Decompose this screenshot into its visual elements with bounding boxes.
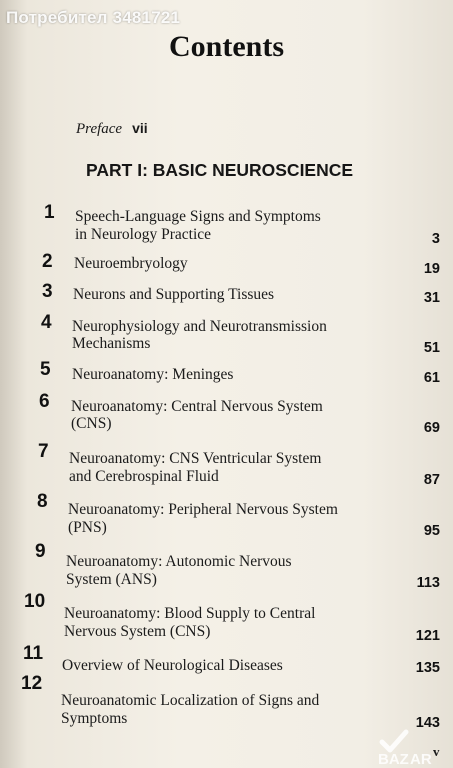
chapter-page: 19: [423, 261, 440, 277]
chapter-page: 143: [415, 715, 440, 731]
chapter-title-line1: Neuroanatomy: Peripheral Nervous System: [68, 501, 338, 518]
chapter-number: 6: [39, 391, 50, 412]
watermark-username: Потребител 3481721: [6, 8, 181, 27]
chapter-page: 69: [423, 420, 440, 436]
chapter-title-line1: Overview of Neurological Diseases: [62, 657, 283, 674]
part-heading: PART I: BASIC NEUROSCIENCE: [86, 160, 354, 180]
bazar-logo: [372, 720, 452, 768]
chapter-title-line2: Nervous System (CNS): [64, 623, 211, 640]
chapter-number: 9: [35, 541, 46, 562]
chapter-title-line1: Neurophysiology and Neurotransmission: [72, 318, 327, 335]
chapter-number: 2: [42, 251, 53, 272]
chapter-title-line1: Neuroanatomic Localization of Signs and: [61, 692, 320, 709]
chapter-page: 3: [431, 231, 440, 247]
chapter-title-line1: Neurons and Supporting Tissues: [73, 286, 275, 303]
chapter-number: 12: [21, 673, 43, 694]
chapter-title-line1: Neuroanatomy: Central Nervous System: [71, 398, 323, 415]
chapter-number: 11: [23, 643, 44, 664]
svg-text:AR: AR: [410, 751, 432, 768]
chapter-title-line2: (CNS): [71, 415, 112, 432]
preface-page: vii: [132, 120, 148, 136]
chapter-number: 4: [41, 312, 52, 333]
chapter-title-line1: Speech-Language Signs and Symptoms: [75, 208, 321, 225]
page-title: Contents: [168, 30, 284, 63]
chapter-title-line1: Neuroanatomy: Meninges: [72, 366, 234, 383]
chapter-title-line1: Neuroembryology: [74, 255, 188, 272]
chapter-title-line2: (PNS): [68, 519, 107, 536]
chapter-number: 1: [44, 202, 55, 223]
chapter-page: 135: [415, 660, 440, 676]
chapter-page: 61: [423, 370, 440, 386]
chapter-number: 5: [40, 359, 51, 380]
preface-label: Preface: [76, 121, 123, 137]
chapter-page: 113: [416, 575, 440, 591]
chapter-page: 95: [423, 523, 440, 539]
chapter-page: 121: [415, 628, 440, 644]
chapter-title-line1: Neuroanatomy: Blood Supply to Central: [64, 605, 316, 622]
bleed-through-text: [339, 60, 453, 600]
chapter-number: 3: [42, 281, 53, 302]
chapter-page: 31: [423, 290, 440, 306]
chapter-title-line2: in Neurology Practice: [75, 226, 212, 243]
chapter-title-line2: System (ANS): [66, 571, 157, 588]
chapter-title-line2: Mechanisms: [72, 335, 151, 352]
chapter-page: 51: [423, 340, 440, 356]
chapter-title-line1: Neuroanatomy: Autonomic Nervous: [66, 553, 292, 570]
chapter-number: 10: [24, 591, 46, 612]
chapter-title-line2: and Cerebrospinal Fluid: [69, 468, 219, 485]
chapter-number: 7: [38, 441, 49, 462]
chapter-page: 87: [423, 472, 440, 488]
chapter-title-line1: Neuroanatomy: CNS Ventricular System: [69, 450, 322, 467]
svg-text:BAZ: BAZ: [378, 751, 409, 768]
chapter-title-line2: Symptoms: [61, 710, 128, 727]
preface-entry: [76, 120, 148, 138]
chapter-number: 8: [37, 491, 48, 512]
page-number-roman: v: [433, 744, 440, 759]
